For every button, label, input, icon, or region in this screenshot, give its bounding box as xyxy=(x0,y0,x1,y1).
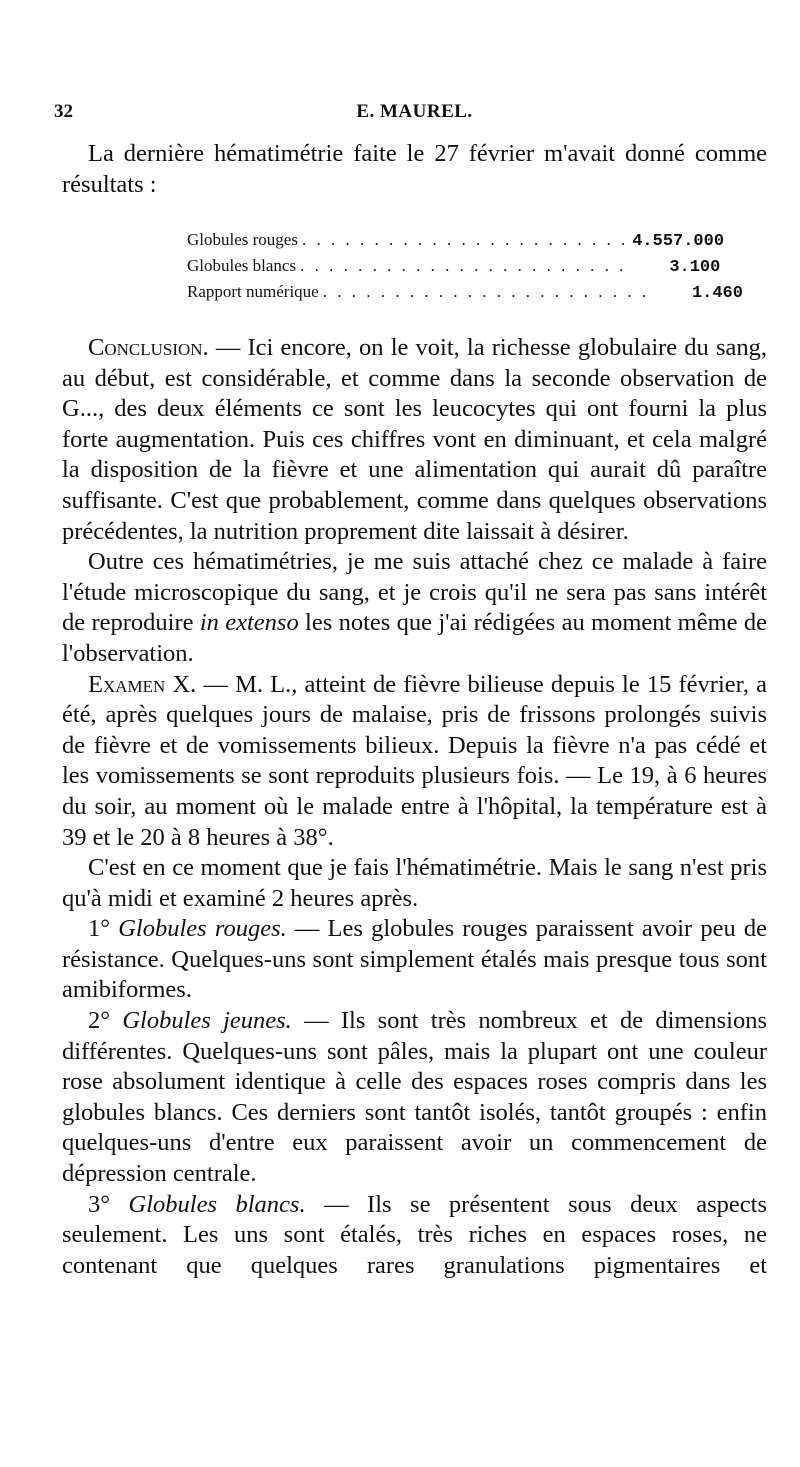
rouges-text: — Les globules rouges paraissent avoir peu de résistance. Quelques-uns sont simplement étalés mais presque tous sont amibiformes. xyxy=(62,915,767,1004)
conclusion-paragraph xyxy=(62,333,767,547)
examen-paragraph xyxy=(62,670,767,854)
outre-text-end: les notes que j'ai rédigées au moment même de l'observation. xyxy=(62,609,768,667)
result-row xyxy=(187,280,743,306)
rouges-title: Globules rouges. xyxy=(118,915,287,943)
result-label: Globules blancs xyxy=(187,256,297,275)
intro-paragraph: La dernière hématimétrie faite le 27 février m'avait donné comme résultats : xyxy=(62,140,767,198)
leader-dots: . . . . . . . . . . . . . . . . . . . . . . . xyxy=(300,256,627,275)
running-title: E. MAUREL. xyxy=(356,101,473,122)
jeunes-number: 2° xyxy=(88,1007,111,1035)
jeunes-paragraph xyxy=(62,1006,767,1190)
result-value: 1.460 xyxy=(691,284,743,303)
blancs-number: 3° xyxy=(88,1190,111,1218)
outre-text-start: Outre ces hématimétries, je me suis attaché chez ce malade à faire l'étude microscopique du sang, et je crois qu'il ne sera pas sans intérêt de reproduire xyxy=(62,548,767,637)
result-row xyxy=(187,254,721,280)
outre-italic: in extenso xyxy=(199,609,299,637)
results-table xyxy=(187,228,743,306)
intro-block xyxy=(62,139,767,200)
sang-paragraph: C'est en ce moment que je fais l'hématimétrie. Mais le sang n'est pris qu'à midi et examiné 2 heures après. xyxy=(62,854,767,912)
leader-dots: . . . . . . . . . . . . . . . . . . . . . . . xyxy=(322,282,649,301)
result-label: Globules rouges xyxy=(187,230,298,249)
jeunes-title: Globules jeunes. xyxy=(122,1007,292,1035)
conclusion-text: — Ici encore, on le voit, la richesse globulaire du sang, au début, est considérable, et comme dans la seconde observation de G..., des deux éléments ce sont les leucocytes qui ont fourni la plus forte augmentation. Puis ces chiffres vont en diminuant, et cela malgré la disposition de la fièvre et une alimentation qui aurait dû paraître suffisante. C'est que probablement, comme dans quelques observations précédentes, la nutrition proprement dite laissait à désirer. xyxy=(62,334,767,545)
leader-dots: . . . . . . . . . . . . . . . . . . . . . . . xyxy=(301,230,629,249)
jeunes-text: — Ils sont très nombreux et de dimensions différentes. Quelques-uns sont pâles, mais la plupart ont une couleur rose absolument identique à celle des espaces roses compris dans les globules blancs. Ces derniers sont tantôt isolés, tantôt groupés : enfin quelques-uns d'entre eux paraissent avoir un commencement de dépression centrale. xyxy=(62,1007,767,1188)
conclusion-lead: Conclusion. xyxy=(88,334,209,361)
body-text xyxy=(62,333,767,1281)
examen-text: — M. L., atteint de fièvre bilieuse depuis le 15 février, a été, après quelques jours de malaise, pris de frissons prolongés suivis de fièvre et de vomissements bilieux. Depuis la fièvre n'a pas cédé et les vomissements se sont reproduits plusieurs fois. — Le 19, à 6 heures du soir, au moment où le malade entre à l'hôpital, la température est à 39 et le 20 à 8 heures à 38°. xyxy=(62,670,767,851)
result-value: 3.100 xyxy=(669,258,721,277)
blancs-text: — Ils se présentent sous deux aspects seulement. Les uns sont étalés, très riches en espaces roses, ne contenant que quelques rares granulations pigmentaires et xyxy=(62,1190,768,1279)
blancs-paragraph xyxy=(62,1190,767,1282)
result-value: 4.557.000 xyxy=(632,232,725,251)
rouges-number: 1° xyxy=(88,915,111,943)
examen-lead: Examen X. xyxy=(88,670,197,698)
result-row xyxy=(187,228,725,254)
result-label: Rapport numérique xyxy=(187,282,319,301)
outre-paragraph xyxy=(62,547,767,669)
page-header xyxy=(54,101,767,131)
page-number: 32 xyxy=(54,101,73,122)
rouges-paragraph xyxy=(62,914,767,1006)
blancs-title: Globules blancs. xyxy=(128,1190,306,1218)
